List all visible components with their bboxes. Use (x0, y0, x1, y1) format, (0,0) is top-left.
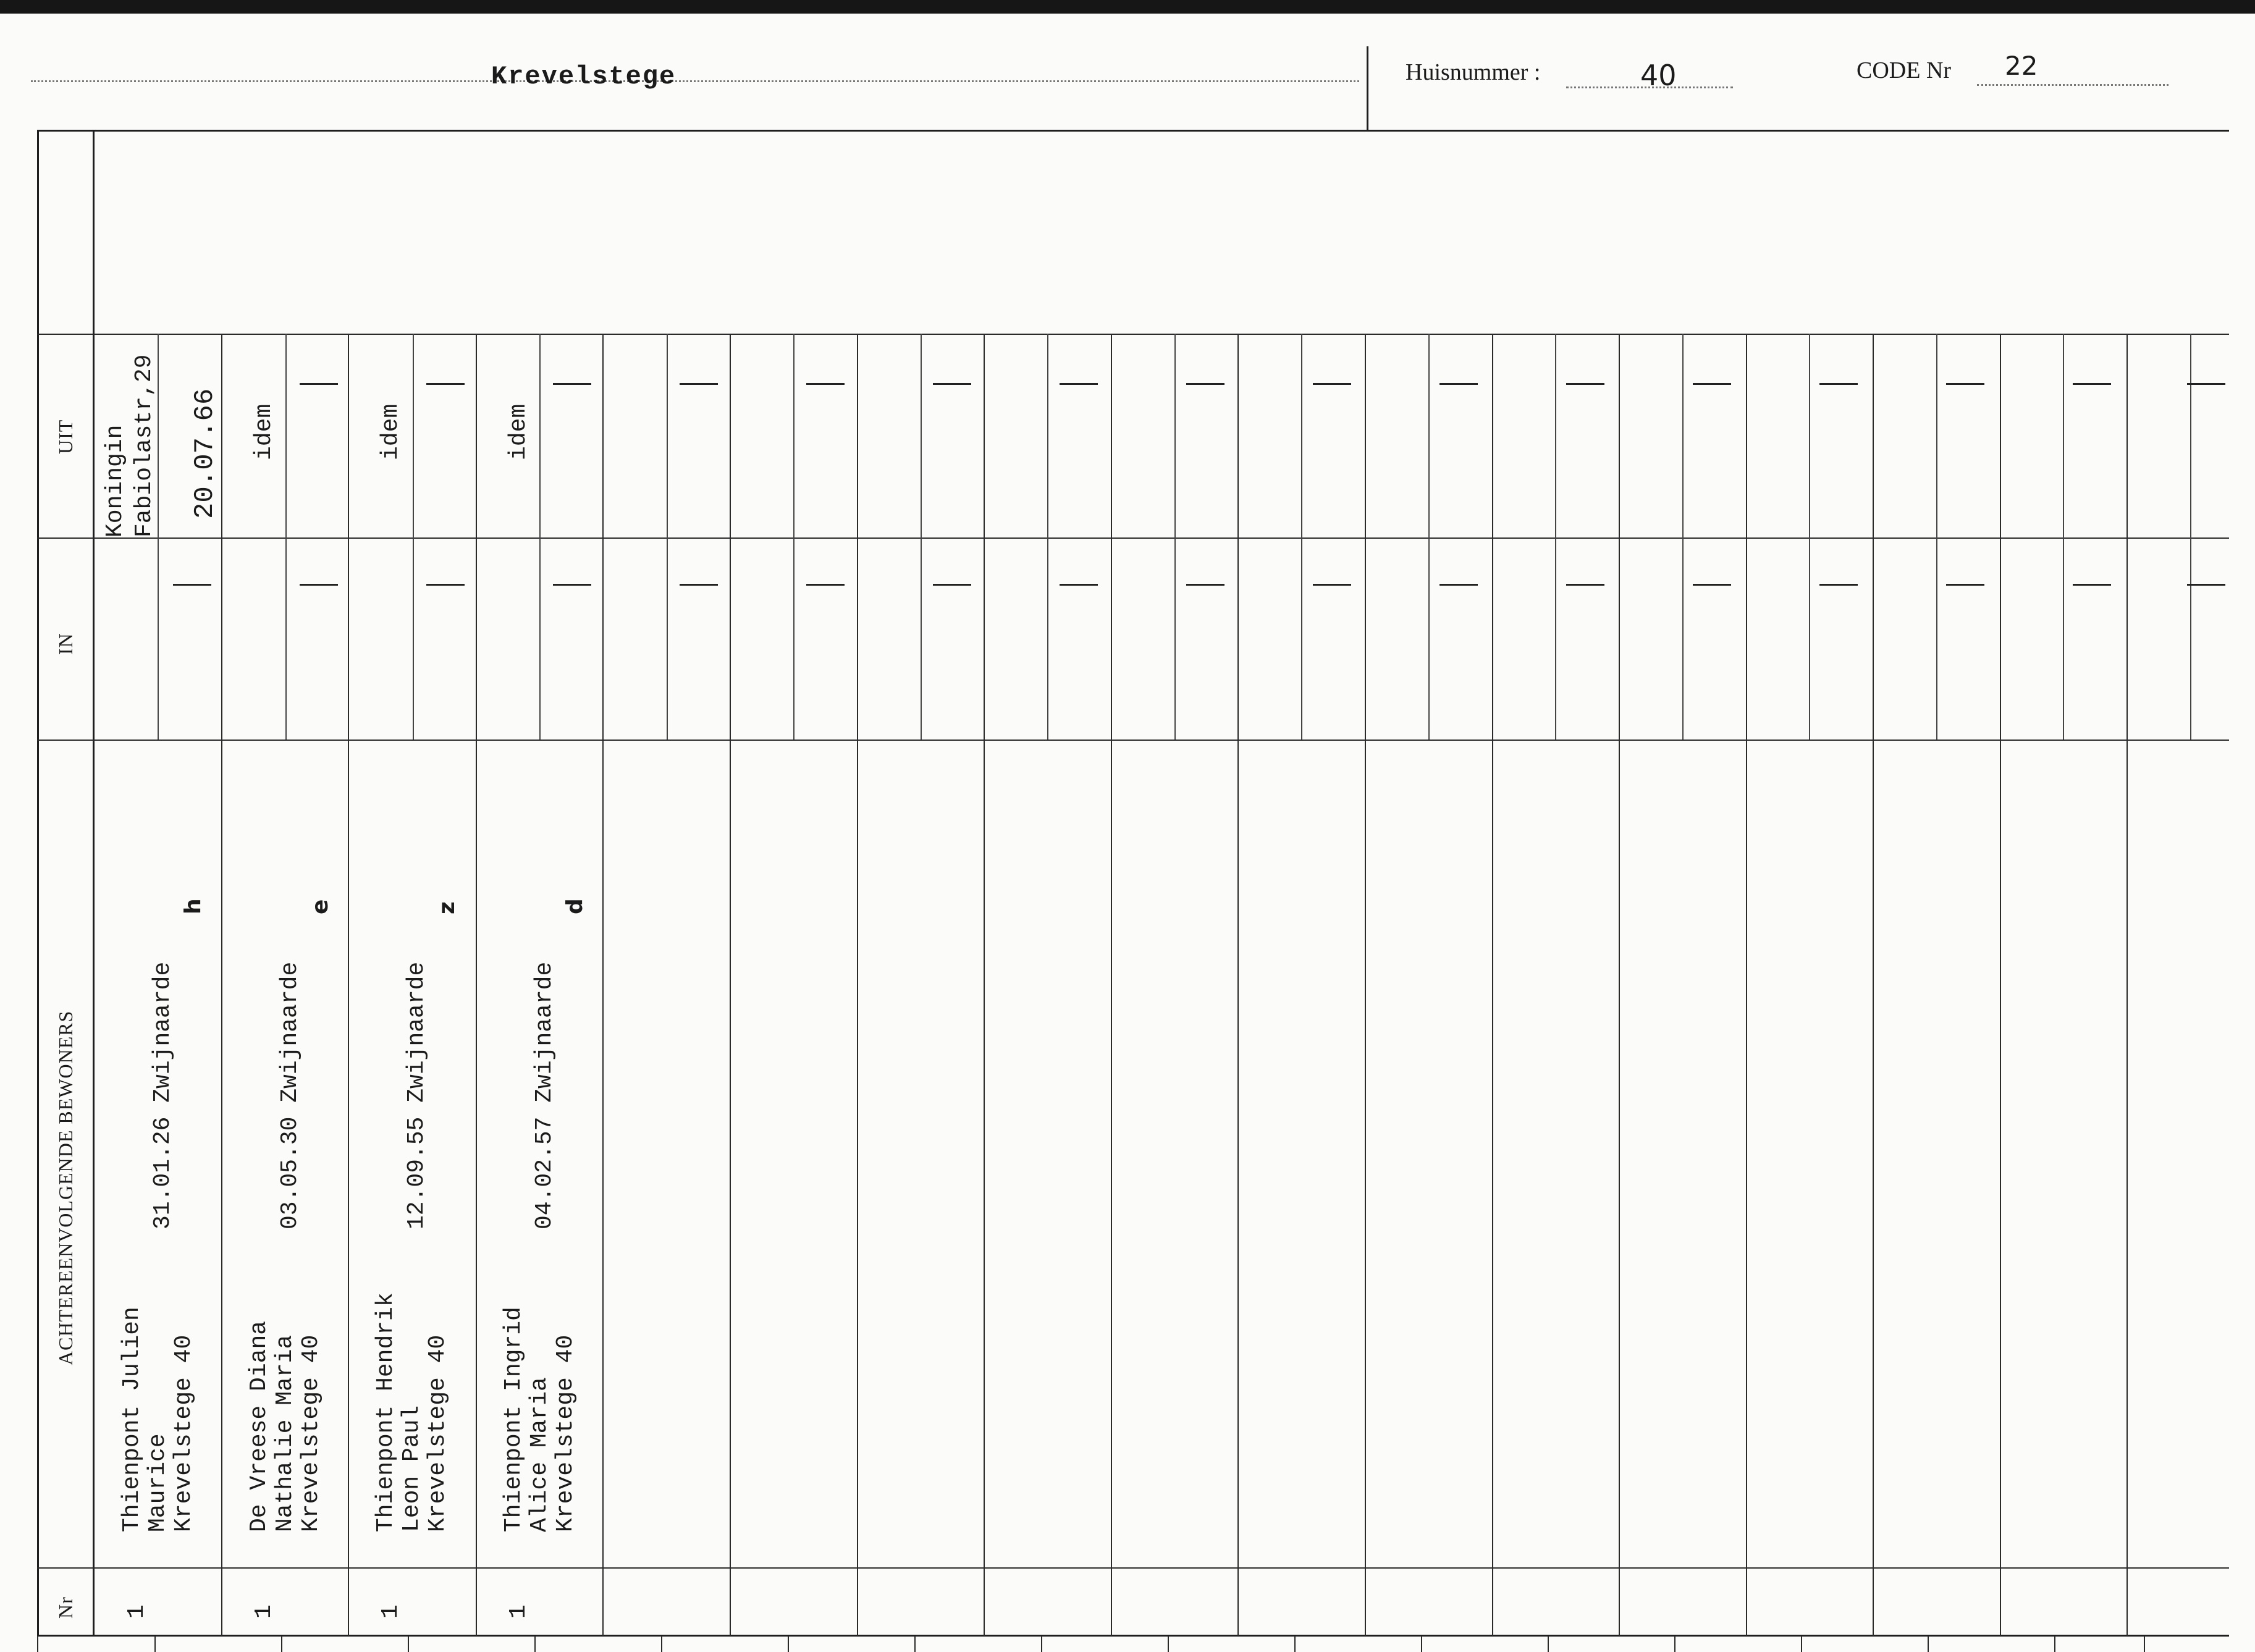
dash-mark (426, 383, 465, 385)
dash-mark (2073, 383, 2111, 385)
dash-mark (426, 584, 465, 586)
uit-date: 20.07.66 (190, 388, 221, 519)
dash-mark (2187, 383, 2225, 385)
top-scan-band (0, 0, 2255, 14)
sub-column-divider (1682, 334, 1684, 740)
sub-column-divider (793, 334, 795, 740)
dash-mark (2187, 584, 2225, 586)
resident-nr: 1 (251, 1604, 277, 1619)
sub-column-divider (539, 334, 541, 740)
uit-address-line1: Koningin (102, 424, 129, 537)
bottom-tick (1674, 1636, 1675, 1652)
dash-mark (806, 584, 845, 586)
dash-mark (1313, 584, 1351, 586)
bottom-tick (1801, 1636, 1802, 1652)
resident-mark: e (308, 899, 333, 914)
resident-birth: 31.01.26 Zwijnaarde (150, 961, 176, 1229)
column-divider (476, 334, 477, 1636)
dash-mark (1313, 383, 1351, 385)
dash-mark (1693, 383, 1731, 385)
bottom-tick (37, 1636, 38, 1652)
sub-column-divider (1301, 334, 1302, 740)
dash-mark (933, 383, 971, 385)
bottom-tick (1928, 1636, 1929, 1652)
column-divider (730, 334, 731, 1636)
dash-mark (680, 584, 718, 586)
bottom-tick (1421, 1636, 1422, 1652)
resident-name-line: Thienpont Ingrid (500, 1307, 527, 1532)
dash-mark (300, 383, 338, 385)
resident-uit: idem (505, 403, 532, 460)
dash-mark (1060, 383, 1098, 385)
bottom-tick (1041, 1636, 1042, 1652)
resident-name-line: Krevelstege 40 (171, 1334, 197, 1532)
residents-nr-divider (37, 1567, 2229, 1569)
column-divider (602, 334, 604, 1636)
resident-uit: idem (251, 403, 277, 460)
resident-birth: 12.09.55 Zwijnaarde (403, 961, 430, 1229)
sub-column-divider (1936, 334, 1937, 740)
resident-mark: z (434, 901, 460, 914)
resident-name-line: Thienpont Julien (119, 1307, 145, 1532)
bottom-tick (1294, 1636, 1296, 1652)
dash-mark (2073, 584, 2111, 586)
column-divider (221, 334, 222, 1636)
column-divider (1237, 334, 1239, 1636)
resident-name-line: De Vreese Diana (246, 1320, 272, 1532)
column-divider (348, 334, 349, 1636)
resident-name-line: Thienpont Hendrik (373, 1292, 399, 1532)
resident-name-line: Krevelstege 40 (424, 1334, 451, 1532)
resident-name-line: Leon Paul (398, 1405, 425, 1532)
sub-column-divider (285, 334, 287, 740)
bottom-tick (534, 1636, 536, 1652)
resident-birth: 03.05.30 Zwijnaarde (277, 961, 303, 1229)
dash-mark (1946, 383, 1984, 385)
resident-uit: idem (377, 403, 404, 460)
house-number-label: Huisnummer : (1406, 59, 1541, 85)
sub-column-divider (1174, 334, 1176, 740)
dash-mark (1186, 584, 1224, 586)
uit-label: UIT (54, 419, 77, 454)
column-divider (1111, 334, 1112, 1636)
dash-mark (1946, 584, 1984, 586)
nr-label: Nr (54, 1596, 77, 1619)
dash-mark (1819, 584, 1858, 586)
resident-birth: 04.02.57 Zwijnaarde (531, 961, 558, 1229)
resident-name-line: Maurice (145, 1433, 171, 1532)
dash-mark (1060, 584, 1098, 586)
column-divider (984, 334, 985, 1636)
resident-mark: h (180, 898, 206, 914)
column-divider (857, 334, 858, 1636)
code-label: CODE Nr (1857, 57, 1952, 83)
resident-name-line: Alice Maria (526, 1377, 553, 1532)
header-divider (1367, 46, 1368, 130)
sub-column-divider (1428, 334, 1430, 740)
bottom-tick (661, 1636, 662, 1652)
code-dotted-line (1977, 84, 2169, 86)
dash-mark (680, 383, 718, 385)
bottom-tick (788, 1636, 789, 1652)
resident-nr: 1 (124, 1604, 150, 1619)
dash-mark (933, 584, 971, 586)
resident-name-line: Nathalie Maria (272, 1334, 298, 1532)
label-column-divider (93, 130, 95, 1637)
sub-column-divider (921, 334, 922, 740)
dash-mark (1186, 383, 1224, 385)
bottom-tick (408, 1636, 409, 1652)
resident-name-line: Krevelstege 40 (298, 1334, 324, 1532)
column-divider (1746, 334, 1747, 1636)
dash-mark (300, 584, 338, 586)
sub-column-divider (1809, 334, 1810, 740)
bottom-tick (914, 1636, 916, 1652)
resident-nr: 1 (505, 1604, 532, 1619)
resident-mark: d (562, 898, 588, 914)
street-dotted-line (31, 80, 1359, 82)
dash-mark (1439, 584, 1478, 586)
dash-mark (1693, 584, 1731, 586)
column-divider (2126, 334, 2128, 1636)
code-value: 22 (2005, 51, 2038, 81)
dash-mark (1819, 383, 1858, 385)
sub-column-divider (1555, 334, 1556, 740)
bottom-tick (1168, 1636, 1169, 1652)
dash-mark (1566, 584, 1604, 586)
dash-mark (553, 383, 591, 385)
house-number-value: 40 (1640, 59, 1677, 92)
column-divider (2000, 334, 2001, 1636)
bottom-tick (2144, 1636, 2145, 1652)
column-divider (1492, 334, 1493, 1636)
resident-name-line: Krevelstege 40 (552, 1334, 579, 1532)
table-bottom-border (37, 1635, 2229, 1637)
in-residents-divider (37, 740, 2229, 741)
sub-column-divider (667, 334, 668, 740)
sub-column-divider (2063, 334, 2064, 740)
resident-nr: 1 (377, 1604, 404, 1619)
dash-mark (553, 584, 591, 586)
sub-column-divider (413, 334, 414, 740)
sub-column-divider (2190, 334, 2191, 740)
column-divider (1619, 334, 1620, 1636)
residents-label: ACHTEREENVOLGENDE BEWONERS (54, 1010, 77, 1365)
column-divider (1873, 334, 1874, 1636)
column-divider (1365, 334, 1366, 1636)
uit-in-divider (37, 537, 2229, 539)
in-label: IN (54, 633, 77, 655)
uit-address-line2: Fabiolastr,29 (131, 354, 158, 537)
bottom-tick (1548, 1636, 1549, 1652)
street-name: Krevelstege (491, 62, 676, 91)
uit-top-divider (37, 334, 2229, 335)
bottom-tick (154, 1636, 156, 1652)
sub-column-divider (1047, 334, 1048, 740)
bottom-tick (281, 1636, 282, 1652)
dash-mark (1439, 383, 1478, 385)
table-left-border (37, 130, 39, 1637)
dash-mark (806, 383, 845, 385)
dash-mark (173, 584, 211, 586)
dash-mark (1566, 383, 1604, 385)
table-top-border (37, 130, 2229, 132)
bottom-tick (2054, 1636, 2055, 1652)
